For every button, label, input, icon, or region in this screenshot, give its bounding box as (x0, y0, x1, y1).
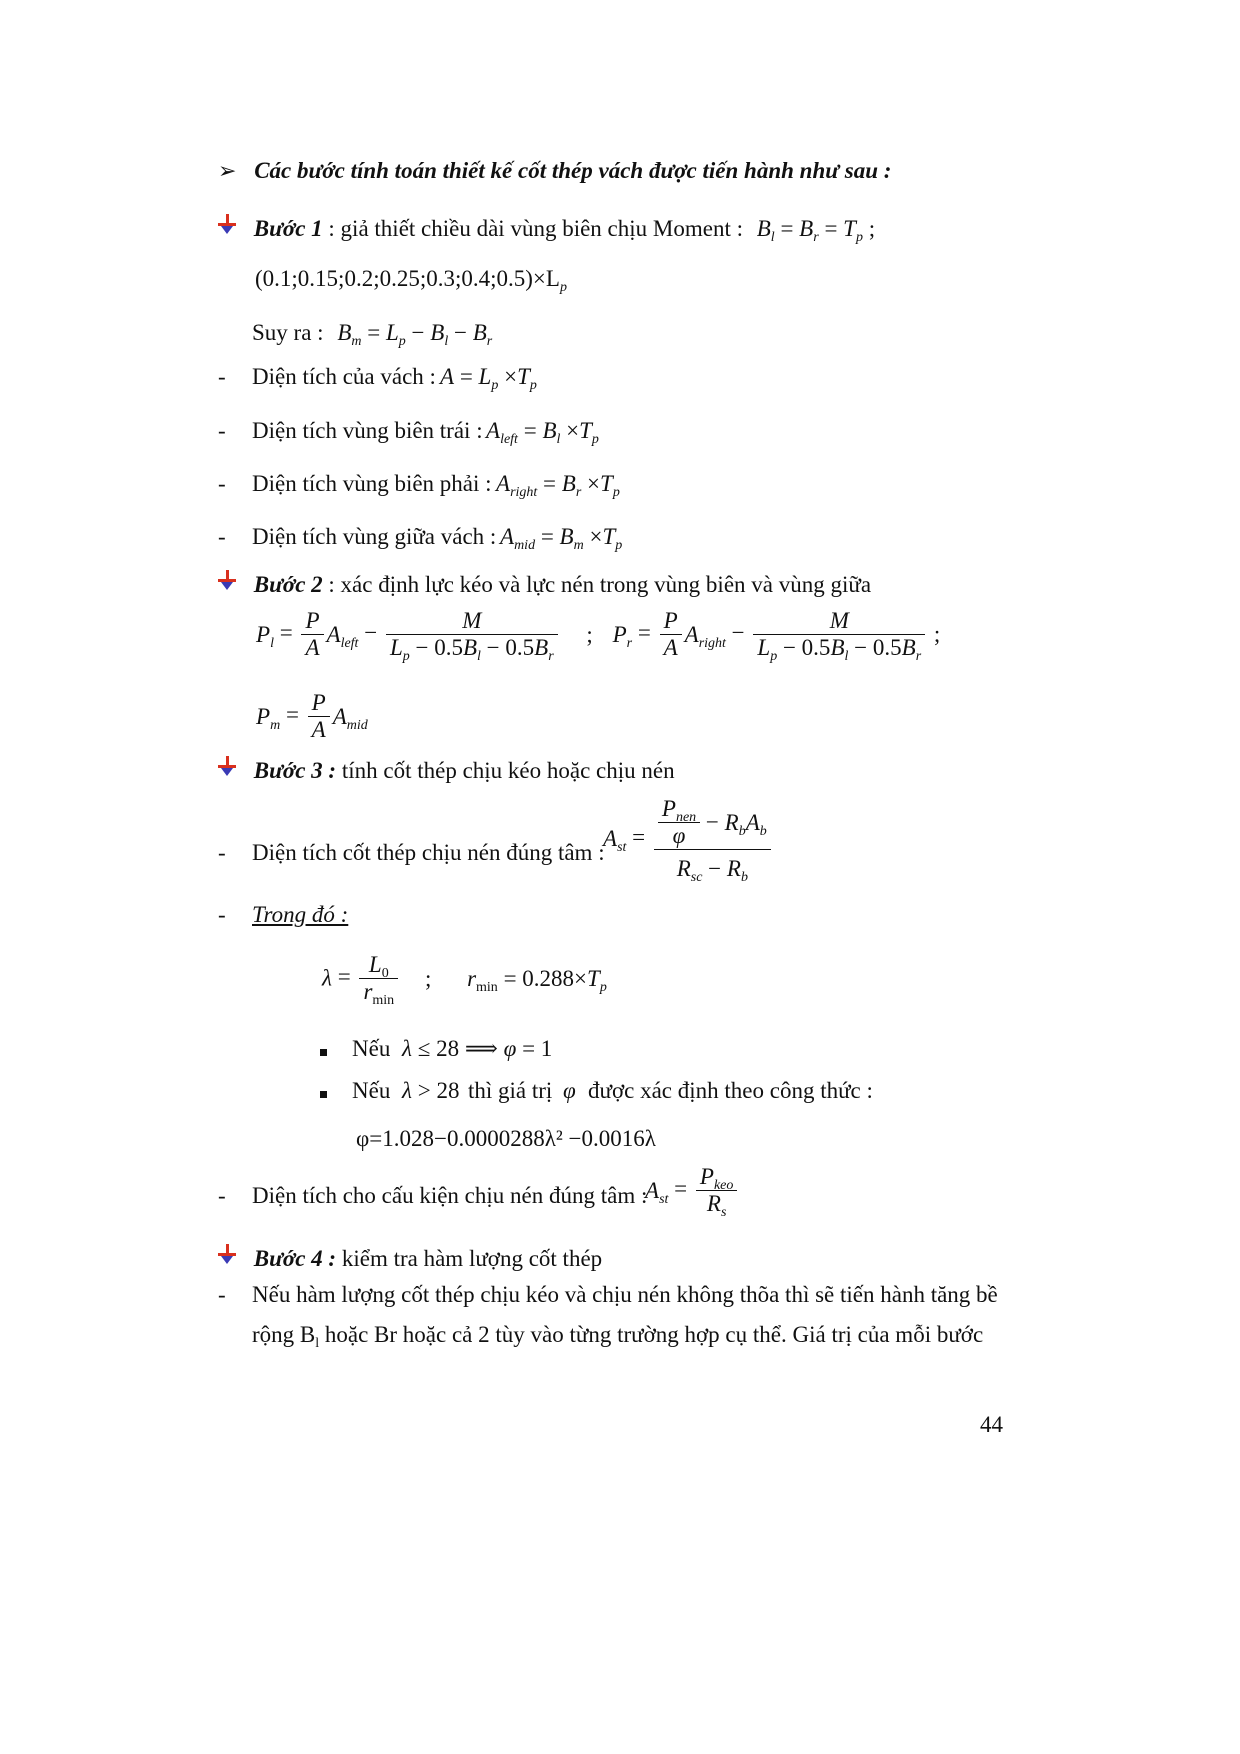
step-3-line (218, 756, 675, 784)
dash: - (218, 364, 226, 389)
lambda-formula: λ = $\frac{L_0}{r_{min}}$ ; $r_{min} = 0.288\times T_p$ (322, 952, 607, 1008)
dash: - (218, 902, 226, 927)
bullet-1-text: Nếu (352, 1036, 391, 1061)
bullet-2-condition: λ > 28 (402, 1078, 460, 1103)
bullet-2-phi: φ (563, 1078, 576, 1103)
area-mid-formula: $A_{mid} = B_m \times T_p$ (500, 524, 623, 553)
phi-formula (356, 1126, 656, 1152)
step-2-line (218, 570, 871, 598)
arrow-down-icon (218, 756, 238, 778)
arrow-down-icon (218, 1244, 238, 1266)
bullet-2-mid: thì giá trị (468, 1078, 553, 1103)
dash: - (218, 524, 226, 549)
step-2-formula-pl-pr: $P_l$ = $\frac{P}{A}$ $A_{left}$ − $\frac{M}{L_p - 0.5B_l - 0.5B_r}$ ; $P_r$ = $\frac{P}{A}$ $A_{right}$ − $\frac{M}{L_p - 0.5B_l - 0.5B_r}$ ; (256, 608, 941, 664)
dash: - (218, 418, 226, 443)
dash: - (218, 1282, 226, 1307)
area-wall-formula: $A = L_p \times T_p$ (440, 364, 537, 393)
ratios-sub: p (559, 280, 567, 295)
trong-do-label: Trong đó : (252, 902, 349, 927)
area-wall-line (218, 364, 537, 393)
square-bullet-icon (320, 1091, 327, 1098)
ast-tension-line (218, 1183, 648, 1209)
arrow-down-icon (218, 214, 238, 236)
bullet-2 (320, 1078, 873, 1104)
ast-compression-line (218, 840, 605, 866)
bullet-1 (320, 1036, 553, 1062)
dash: - (218, 840, 226, 865)
step-4-para-line-1: Nếu hàm lượng cốt thép chịu kéo và chịu nén không thõa thì sẽ tiến hành tăng bề (252, 1282, 998, 1307)
step-4-line (218, 1244, 602, 1272)
step-1-label: Bước 1 (253, 216, 323, 241)
area-left-line (218, 418, 599, 447)
step-1-formula: $B_l = B_r = T_p$ ; (756, 216, 876, 245)
ast-compression-formula: $A_{st}$ = $\frac{P_{nen}}{\varphi}$ − $R_bA_b$ $R_{sc} - R_b$ (603, 796, 774, 882)
area-left-formula: $A_{left} = B_l \times T_p$ (486, 418, 599, 447)
step-3-text: tính cốt thép chịu kéo hoặc chịu nén (341, 758, 675, 783)
area-left-text: Diện tích vùng biên trái : (252, 418, 483, 443)
square-bullet-icon (320, 1049, 327, 1056)
suy-ra-formula: $B_m = L_p - B_l - B_r$ (337, 320, 493, 349)
step-4-text: kiểm tra hàm lượng cốt thép (341, 1246, 603, 1271)
trong-do-line (218, 902, 349, 928)
ast-compression-text: Diện tích cốt thép chịu nén đúng tâm : (252, 840, 605, 865)
heading-marker: ➢ (218, 158, 237, 183)
step-1-line (218, 214, 876, 245)
dash: - (218, 1183, 226, 1208)
suy-ra-label: Suy ra : (252, 320, 324, 345)
step-2-label: Bước 2 (253, 572, 323, 597)
section-heading (218, 158, 891, 184)
step-2-formula-pm: $P_m$ = $\frac{P}{A}$ $A_{mid}$ (256, 690, 368, 742)
bullet-2-end: được xác định theo công thức : (588, 1078, 873, 1103)
area-right-text: Diện tích vùng biên phải : (252, 471, 492, 496)
step-3-label: Bước 3 : (253, 758, 337, 783)
para-line-2-sub: l (315, 1336, 320, 1351)
area-right-formula: $A_{right} = B_r \times T_p$ (496, 471, 620, 500)
bullet-2-text: Nếu (352, 1078, 391, 1103)
arrow-down-icon (218, 570, 238, 592)
area-wall-text: Diện tích của vách : (252, 364, 436, 389)
heading-text: Các bước tính toán thiết kế cốt thép vách được tiến hành như sau : (254, 158, 892, 183)
area-right-line (218, 471, 620, 500)
page-number: 44 (980, 1412, 1003, 1437)
area-mid-line (218, 524, 623, 553)
ast-tension-formula: $A_{st}$ = $\frac{P_{keo}}{R_s}$ (645, 1164, 740, 1217)
step-4-paragraph (218, 1282, 998, 1308)
ast-tension-text: Diện tích cho cấu kiện chịu nén đúng tâm : (252, 1183, 648, 1208)
step-1-ratios (255, 266, 567, 295)
ratios-text: (0.1;0.15;0.2;0.25;0.3;0.4;0.5)×L (255, 266, 560, 291)
area-mid-text: Diện tích vùng giữa vách : (252, 524, 497, 549)
dash: - (218, 471, 226, 496)
bullet-1-formula: λ ≤ 28 ⟹ φ = 1 (402, 1036, 553, 1061)
phi-formula-text: φ=1.028−0.0000288λ² −0.0016λ (356, 1126, 656, 1151)
step-1-text: : giả thiết chiều dài vùng biên chịu Moment : (328, 216, 743, 241)
step-4-para-line-2 (252, 1322, 984, 1351)
suy-ra-line (252, 320, 493, 349)
step-4-label: Bước 4 : (253, 1246, 337, 1271)
para-line-2-b: hoặc Br hoặc cả 2 tùy vào từng trường hợp cụ thể. Giá trị của mỗi bước (319, 1322, 984, 1347)
step-2-text: : xác định lực kéo và lực nén trong vùng biên và vùng giữa (328, 572, 872, 597)
para-line-2-a: rộng B (252, 1322, 316, 1347)
